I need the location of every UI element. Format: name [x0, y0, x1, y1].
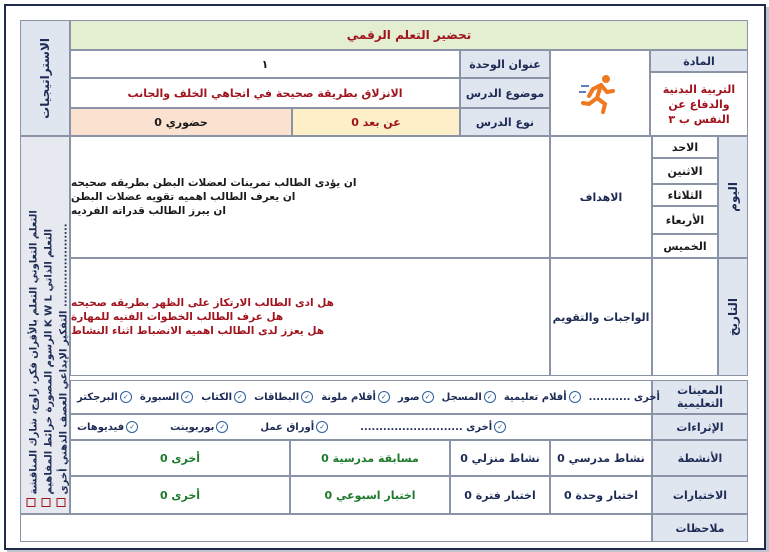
tests-label: الاختبارات: [652, 476, 748, 514]
day-label-cell: [718, 136, 748, 258]
test-term[interactable]: اختبار فترة 0: [450, 476, 550, 514]
assessment-item: هل يعزز لدى الطالب اهميه الانضباط اثناء النشاط: [71, 325, 324, 337]
subject-value: التربية البدنية والدفاع عن النفس ب ٣: [650, 72, 748, 136]
check-icon: ✓: [181, 391, 193, 403]
aid-markers[interactable]: ✓ أقلام ملونة: [321, 391, 392, 403]
enrichment-row: [70, 414, 652, 440]
check-icon: ✓: [494, 421, 506, 433]
activity-school[interactable]: نشاط مدرسي 0: [550, 440, 652, 476]
lesson-type-remote[interactable]: عن بعد 0: [292, 108, 460, 136]
strategies-column-3[interactable]: التفكير الإبداعي العصف الذهني أخرى ......................: [55, 143, 70, 507]
test-weekly-cell: [290, 476, 450, 514]
enrichment-label: الإثراءات: [652, 414, 748, 440]
check-icon: ✓: [484, 391, 496, 403]
check-icon: ✓: [301, 391, 313, 403]
day-thursday[interactable]: الخميس: [652, 234, 718, 258]
check-icon: ✓: [569, 391, 581, 403]
day-label: اليوم: [726, 182, 740, 212]
test-unit[interactable]: اختبار وحدة 0: [550, 476, 652, 514]
running-person-icon: [579, 72, 621, 114]
unit-value[interactable]: ١: [70, 50, 460, 78]
objective-item: ان يؤدى الطالب تمرينات لعضلات البطن بطريقه صحيحه: [71, 177, 357, 189]
objective-item: ان يبرز الطالب قدراته الفرديه: [71, 205, 226, 217]
strategies-list: [20, 136, 70, 514]
check-icon: ✓: [120, 391, 132, 403]
day-monday[interactable]: الاثنين: [652, 158, 718, 184]
assessment-item: هل ادى الطالب الارتكاز على الظهر بطريقه صحيحه: [71, 297, 334, 309]
date-label: التاريخ: [726, 297, 740, 337]
objective-item: ان يعرف الطالب اهميه تقويه عضلات البطن: [71, 191, 296, 203]
aid-board[interactable]: ✓ السبورة: [140, 391, 195, 403]
date-value[interactable]: [652, 258, 718, 376]
lesson-type-in-person[interactable]: حضوري 0: [70, 108, 292, 136]
aid-recorder[interactable]: ✓ المسجل: [442, 391, 498, 403]
objectives-label: الاهداف: [550, 136, 652, 258]
enrichment-other[interactable]: ✓ أخرى ...........................: [360, 421, 508, 433]
date-label-cell: [718, 258, 748, 376]
notes-label: ملاحظات: [652, 514, 748, 542]
activity-contest[interactable]: مسابقة مدرسية 0: [321, 451, 419, 465]
aid-projector[interactable]: ✓ البرجكتر: [77, 391, 134, 403]
activities-label: الأنشطة: [652, 440, 748, 476]
strategy-checkbox[interactable]: [27, 498, 36, 507]
subject-label: المادة: [650, 50, 748, 72]
check-icon: ✓: [234, 391, 246, 403]
lesson-topic-label: موضوع الدرس: [460, 78, 550, 108]
day-sunday[interactable]: الاحد: [652, 136, 718, 158]
strategies-column-1[interactable]: التعلم التعاوني التعلم بالأقران فكر، زاوج، شارك المناقشة: [25, 143, 40, 507]
enrichment-videos[interactable]: ✓ فيديوهات: [77, 421, 140, 433]
aid-cards[interactable]: ✓ البطاقات: [254, 391, 315, 403]
assessment-list: [70, 258, 550, 376]
test-other[interactable]: أخرى 0: [159, 488, 201, 502]
page-title: تحضير التعلم الرقمي: [70, 20, 748, 50]
strategies-label-cell: [20, 20, 70, 136]
test-other-cell: [70, 476, 290, 514]
subject-icon-cell: [550, 50, 650, 136]
day-wednesday[interactable]: الأربعاء: [652, 206, 718, 234]
assessment-item: هل عرف الطالب الخطوات الفنيه للمهارة: [71, 311, 284, 323]
strategies-column-2[interactable]: الرسوم المصورة خرائط المفاهيم K W L التعلم الذاتي: [40, 143, 55, 507]
enrichment-worksheets[interactable]: ✓ أوراق عمل: [260, 421, 330, 433]
aids-row: [70, 380, 660, 414]
test-weekly[interactable]: اختبار اسبوعي 0: [324, 488, 416, 502]
strategy-checkbox[interactable]: [57, 498, 66, 507]
notes-field[interactable]: [20, 514, 652, 542]
check-icon: ✓: [316, 421, 328, 433]
aids-label: المعينات التعليمية: [652, 380, 748, 414]
activity-other-cell: [70, 440, 290, 476]
objectives-list: [70, 136, 550, 258]
aid-pictures[interactable]: ✓ صور: [398, 391, 436, 403]
check-icon: ✓: [126, 421, 138, 433]
enrichment-powerpoint[interactable]: ✓ بوربوينت: [170, 421, 230, 433]
lesson-type-label: نوع الدرس: [460, 108, 550, 136]
aid-films[interactable]: ✓ أفلام تعليمية: [504, 391, 583, 403]
assessment-label: الواجبات والتقويم: [550, 258, 652, 376]
unit-label: عنوان الوحدة: [460, 50, 550, 78]
lesson-plan-frame: [4, 4, 766, 550]
activity-home[interactable]: نشاط منزلي 0: [450, 440, 550, 476]
lesson-topic-value[interactable]: الانزلاق بطريقة صحيحة في اتجاهي الخلف والجانب: [70, 78, 460, 108]
aid-other[interactable]: أخرى ...........: [588, 391, 660, 403]
activity-contest-cell: [290, 440, 450, 476]
check-icon: ✓: [422, 391, 434, 403]
strategy-checkbox[interactable]: [42, 498, 51, 507]
check-icon: ✓: [216, 421, 228, 433]
check-icon: ✓: [378, 391, 390, 403]
aid-book[interactable]: ✓ الكتاب: [201, 391, 248, 403]
activity-other[interactable]: أخرى 0: [159, 451, 201, 465]
day-tuesday[interactable]: الثلاثاء: [652, 184, 718, 206]
strategies-label: الاستراتيجيات: [38, 37, 52, 119]
